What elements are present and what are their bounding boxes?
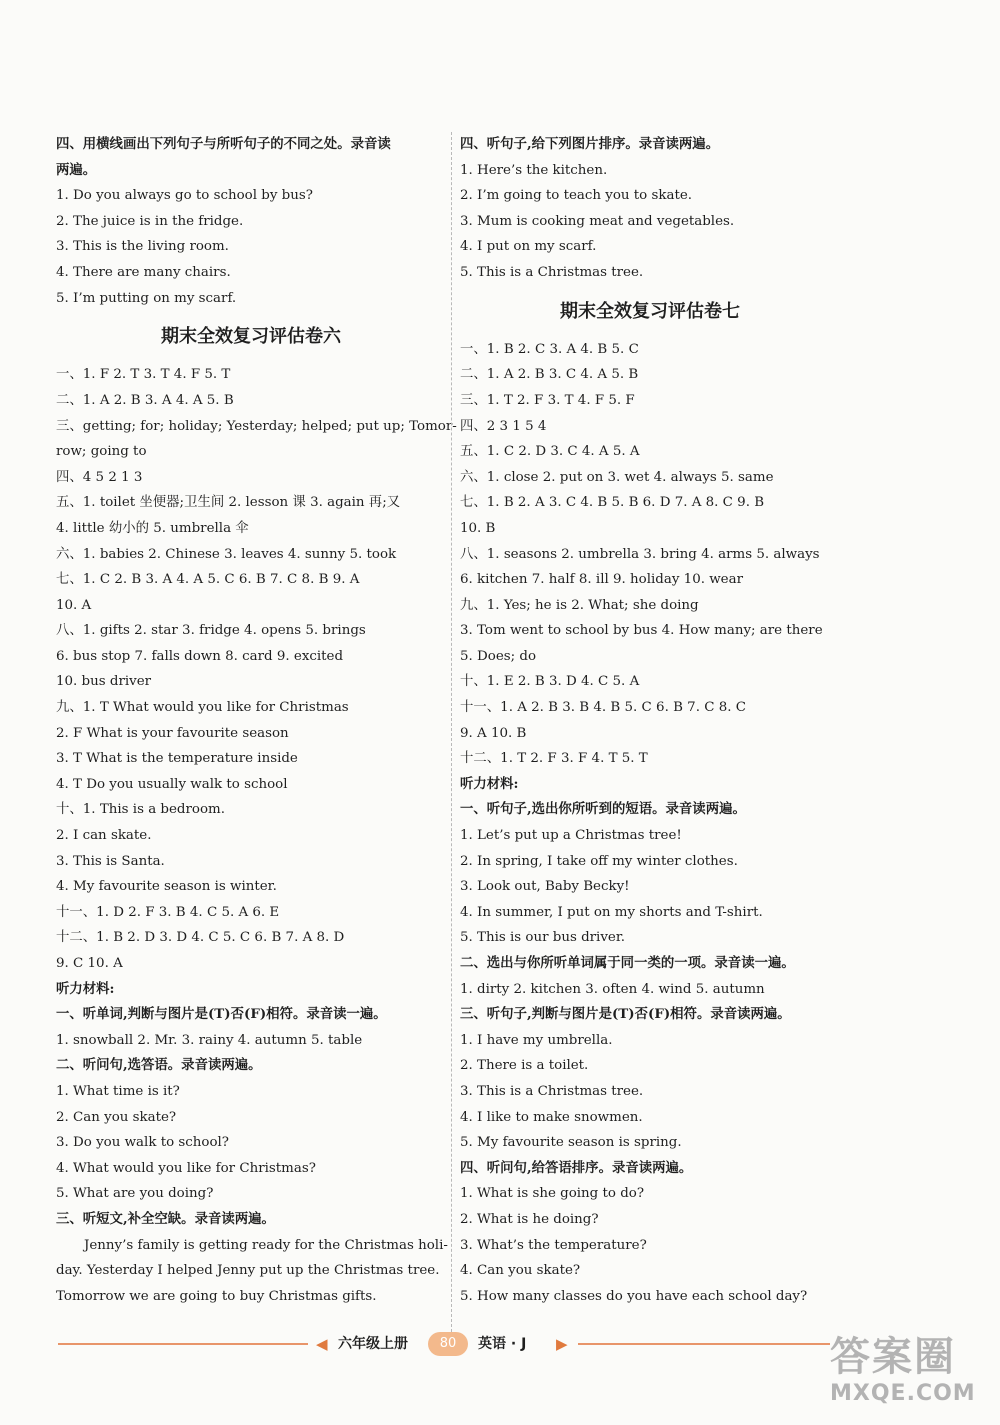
text-line: 10. B xyxy=(460,520,496,536)
column-divider xyxy=(451,132,452,1332)
left-column xyxy=(56,132,457,1309)
text-line: 3. Tom went to school by bus 4. How many; are there xyxy=(460,623,823,639)
text-line: 1. Let’s put up a Christmas tree! xyxy=(460,828,682,844)
text-line: 八、1. gifts 2. star 3. fridge 4. opens 5. brings xyxy=(56,623,366,639)
text-line: 二、1. A 2. B 3. C 4. A 5. B xyxy=(460,367,639,383)
text-line: 四、4 5 2 1 3 xyxy=(56,469,143,485)
text-line: 2. What is he doing? xyxy=(460,1211,599,1227)
text-line: 4. What would you like for Christmas? xyxy=(56,1160,316,1176)
section-heading: 一、听句子,选出你所听到的短语。录音读两遍。 xyxy=(460,801,746,818)
text-line: 2. F What is your favourite season xyxy=(56,725,289,741)
section-heading: 听力材料: xyxy=(56,980,115,997)
text-line: 一、1. F 2. T 3. T 4. F 5. T xyxy=(56,367,231,383)
text-line: 1. dirty 2. kitchen 3. often 4. wind 5. autumn xyxy=(460,981,765,997)
text-line: 9. C 10. A xyxy=(56,956,123,971)
text-line: 2. Can you skate? xyxy=(56,1109,177,1125)
text-line: 六、1. close 2. put on 3. wet 4. always 5. same xyxy=(460,469,774,485)
text-line: 八、1. seasons 2. umbrella 3. bring 4. arms 5. always xyxy=(460,546,820,562)
text-line: 九、1. Yes; he is 2. What; she doing xyxy=(460,597,699,613)
text-line: 2. There is a toilet. xyxy=(460,1058,589,1074)
text-line: 4. I like to make snowmen. xyxy=(460,1109,643,1125)
text-line: 九、1. T What would you like for Christmas xyxy=(56,700,349,716)
text-line: 4. My favourite season is winter. xyxy=(56,879,277,895)
text-line: 3. Mum is cooking meat and vegetables. xyxy=(460,213,735,229)
text-line: 十、1. This is a bedroom. xyxy=(56,802,225,818)
text-line: 4. In summer, I put on my shorts and T-shirt. xyxy=(460,904,763,920)
text-line: Tomorrow we are going to buy Christmas gifts. xyxy=(56,1288,377,1304)
footer-rule-left xyxy=(58,1343,308,1345)
text-line: 十二、1. B 2. D 3. D 4. C 5. C 6. B 7. A 8. D xyxy=(56,930,345,946)
text-line: 二、1. A 2. B 3. A 4. A 5. B xyxy=(56,392,234,408)
text-line: 5. What are you doing? xyxy=(56,1186,214,1202)
text-line: 6. bus stop 7. falls down 8. card 9. excited xyxy=(56,648,344,664)
text-line: 4. Can you skate? xyxy=(460,1263,581,1279)
text-line: 4. I put on my scarf. xyxy=(460,239,597,255)
text-line: 5. My favourite season is spring. xyxy=(460,1135,682,1151)
text-line: 1. I have my umbrella. xyxy=(460,1032,613,1048)
text-line: 六、1. babies 2. Chinese 3. leaves 4. sunny 5. took xyxy=(56,546,397,562)
text-line: 3. This is a Christmas tree. xyxy=(460,1083,644,1099)
text-line: 3. Do you walk to school? xyxy=(56,1135,229,1151)
section-heading: 一、听单词,判断与图片是(T)否(F)相符。录音读一遍。 xyxy=(56,1006,387,1023)
text-line: 1. Here’s the kitchen. xyxy=(460,162,608,178)
text-line: 1. Do you always go to school by bus? xyxy=(56,188,313,204)
text-line: 1. What is she going to do? xyxy=(460,1186,645,1202)
text-line: row; going to xyxy=(56,444,147,460)
text-line: 5. I’m putting on my scarf. xyxy=(56,290,237,306)
text-line: 三、1. T 2. F 3. T 4. F 5. F xyxy=(460,392,635,408)
section-heading: 四、听问句,给答语排序。录音读两遍。 xyxy=(460,1159,693,1176)
section-heading: 四、听句子,给下列图片排序。录音读两遍。 xyxy=(460,136,720,152)
section-heading: 听力材料: xyxy=(460,775,519,792)
text-line: 十二、1. T 2. F 3. F 4. T 5. T xyxy=(460,751,648,767)
text-line: 5. How many classes do you have each school day? xyxy=(460,1288,808,1304)
text-line: 4. There are many chairs. xyxy=(56,264,231,280)
text-line: 10. A xyxy=(56,597,92,613)
right-column xyxy=(460,132,840,1309)
text-line: 三、getting; for; holiday; Yesterday; helped; put up; Tomor- xyxy=(56,418,457,434)
text-line: 3. This is the living room. xyxy=(56,239,229,255)
text-line: 3. Look out, Baby Becky! xyxy=(460,879,630,895)
text-line: 4. little 幼小的 5. umbrella 伞 xyxy=(56,520,249,536)
grade-label: 六年级上册 xyxy=(338,1336,408,1352)
text-line: 1. snowball 2. Mr. 3. rainy 4. autumn 5. table xyxy=(56,1032,363,1048)
text-line: 9. A 10. B xyxy=(460,725,527,741)
arrow-right-icon: ▶ xyxy=(556,1335,568,1353)
text-line: 十一、1. D 2. F 3. B 4. C 5. A 6. E xyxy=(56,904,280,920)
arrow-left-icon: ◀ xyxy=(316,1335,328,1353)
text-line: 3. What’s the temperature? xyxy=(460,1237,647,1253)
footer-rule-right xyxy=(578,1343,830,1345)
section-heading: 三、听短文,补全空缺。录音读两遍。 xyxy=(56,1210,275,1227)
section-heading: 两遍。 xyxy=(56,161,97,178)
watermark xyxy=(830,1334,990,1414)
text-line: 3. This is Santa. xyxy=(56,853,165,869)
section-heading: 四、用横线画出下列句子与所听句子的不同之处。录音读 xyxy=(56,136,391,152)
section-title: 期末全效复习评估卷六 xyxy=(161,326,341,348)
text-line: 6. kitchen 7. half 8. ill 9. holiday 10. wear xyxy=(460,572,743,588)
subject-label: 英语 · J xyxy=(478,1336,527,1352)
text-line: 1. What time is it? xyxy=(56,1083,180,1099)
text-line: 十、1. E 2. B 3. D 4. C 5. A xyxy=(460,674,640,690)
section-title: 期末全效复习评估卷七 xyxy=(560,300,740,322)
text-line: 一、1. B 2. C 3. A 4. B 5. C xyxy=(460,341,639,357)
text-line: 2. The juice is in the fridge. xyxy=(56,213,244,229)
text-line: 四、2 3 1 5 4 xyxy=(460,418,547,434)
text-line: 五、1. toilet 坐便器;卫生间 2. lesson 课 3. again 再;又 xyxy=(56,495,401,511)
text-line: 2. I can skate. xyxy=(56,828,152,844)
section-heading: 二、听问句,选答语。录音读两遍。 xyxy=(56,1057,262,1074)
page-footer xyxy=(58,1332,830,1356)
text-line: 5. Does; do xyxy=(460,648,537,664)
text-line: 五、1. C 2. D 3. C 4. A 5. A xyxy=(460,444,640,460)
section-heading: 三、听句子,判断与图片是(T)否(F)相符。录音读两遍。 xyxy=(460,1006,791,1023)
watermark-logo: 答案圈 xyxy=(830,1334,956,1380)
text-line: 3. T What is the temperature inside xyxy=(56,751,298,767)
text-line: 5. This is a Christmas tree. xyxy=(460,264,644,280)
text-line: 4. T Do you usually walk to school xyxy=(56,776,288,792)
text-line: 2. In spring, I take off my winter clothes. xyxy=(460,853,738,869)
text-line: 七、1. B 2. A 3. C 4. B 5. B 6. D 7. A 8. C 9. B xyxy=(460,495,765,511)
page-number: 80 xyxy=(428,1332,468,1356)
text-line: 5. This is our bus driver. xyxy=(460,930,626,946)
text-line: 10. bus driver xyxy=(56,674,152,690)
text-line: Jenny’s family is getting ready for the Christmas holi- xyxy=(84,1237,448,1253)
text-line: 七、1. C 2. B 3. A 4. A 5. C 6. B 7. C 8. B 9. A xyxy=(56,572,360,588)
text-line: day. Yesterday I helped Jenny put up the Christmas tree. xyxy=(56,1263,440,1279)
text-line: 十一、1. A 2. B 3. B 4. B 5. C 6. B 7. C 8. C xyxy=(460,700,746,716)
section-heading: 二、选出与你所听单词属于同一类的一项。录音读一遍。 xyxy=(460,955,795,971)
watermark-url: MXQE.COM xyxy=(830,1381,976,1406)
text-line: 2. I’m going to teach you to skate. xyxy=(460,188,693,204)
